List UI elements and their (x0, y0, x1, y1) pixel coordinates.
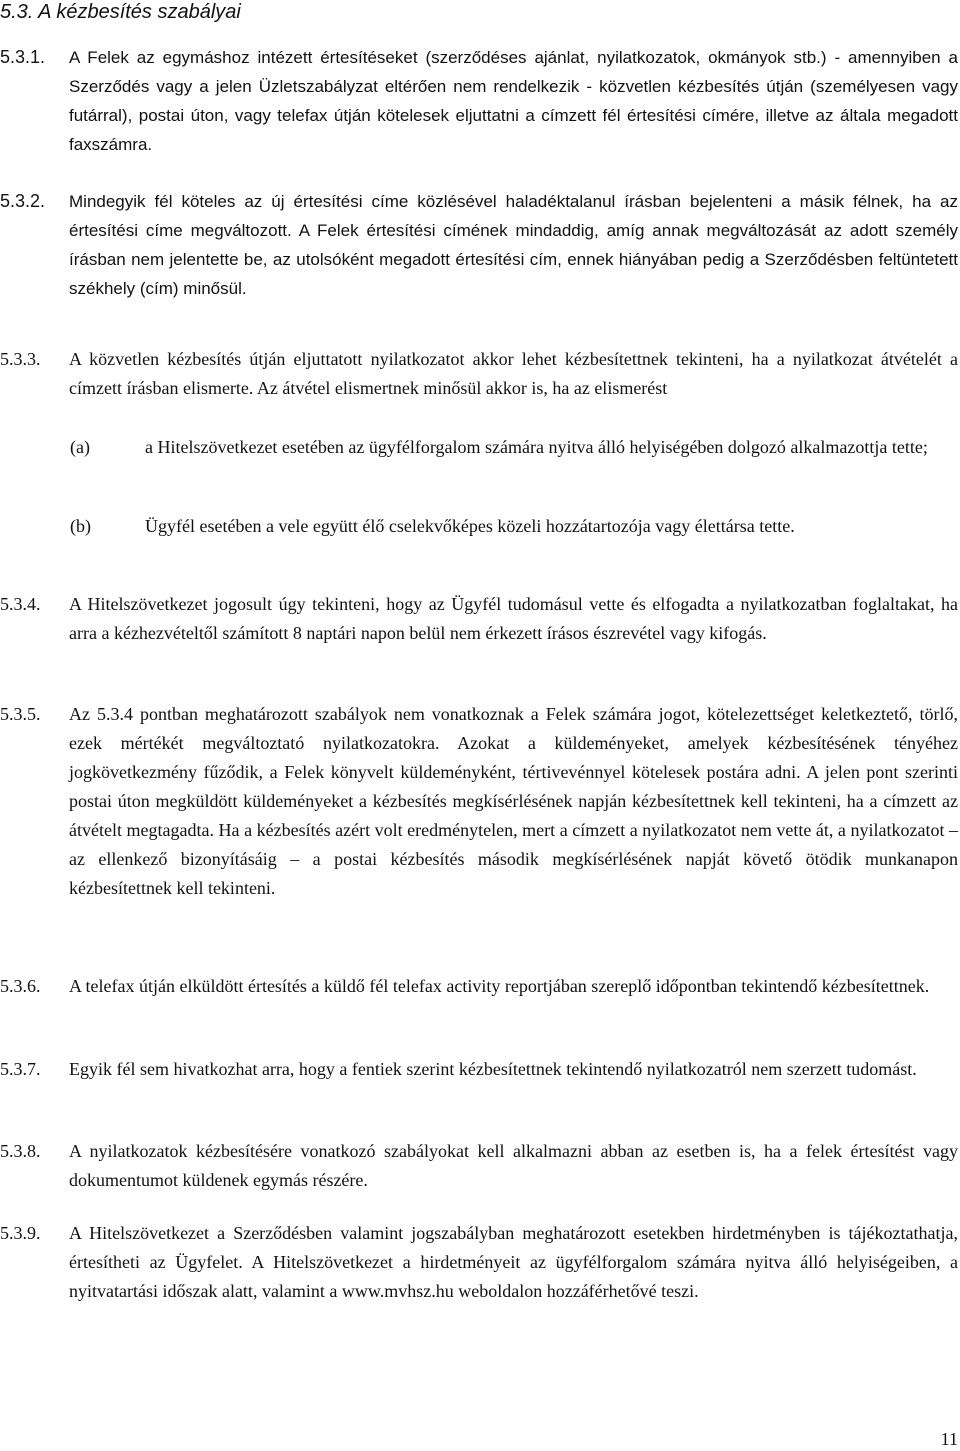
paragraph-5-3-5 (0, 700, 958, 903)
paragraph-number: 5.3.2. (0, 191, 46, 211)
paragraph-number: 5.3.5. (0, 704, 41, 724)
paragraph-number: 5.3.3. (0, 349, 41, 369)
paragraph-number: 5.3.8. (0, 1141, 41, 1161)
paragraph-text: A Hitelszövetkezet a Szerződésben valamint jogszabályban meghatározott esetekben hirdetményben is tájékoztathatja, értesítheti az Ügyfelet. A Hitelszövetkezet a hirdetményeit az ügyfélforgalom számára nyitva álló helyiségeiben, a nyitvatartási időszak alatt, valamint a www.mvhsz.hu weboldalon hozzáférhetővé teszi. (69, 1223, 958, 1301)
paragraph-text: A telefax útján elküldött értesítés a küldő fél telefax activity reportjában szereplő időpontban tekintendő kézbesítettnek. (69, 976, 930, 996)
section-heading: 5.3. A kézbesítés szabályai (0, 1, 241, 23)
paragraph-number: 5.3.1. (0, 47, 46, 67)
paragraph-5-3-1 (0, 43, 958, 159)
paragraph-5-3-8 (0, 1137, 958, 1195)
paragraph-5-3-6 (0, 972, 958, 1001)
page-number: 11 (940, 1429, 958, 1449)
paragraph-text: Mindegyik fél köteles az új értesítési címe közlésével haladéktalanul írásban bejelenteni a másik félnek, ha az értesítési címe megváltozott. A Felek értesítési címének mindaddig, amíg annak megváltozását az adott személy írásban nem jelentette be, az utolsóként megadott értesítési cím, ennek hiányában pedig a Szerződésben feltüntetett székhely (cím) minősül. (69, 192, 958, 298)
paragraph-text: Egyik fél sem hivatkozhat arra, hogy a fentiek szerint kézbesítettnek tekintendő nyilatkozatról nem szerzett tudomást. (69, 1059, 917, 1079)
paragraph-5-3-4 (0, 590, 958, 648)
paragraph-text: A Hitelszövetkezet jogosult úgy tekinteni, hogy az Ügyfél tudomásul vette és elfogadta a nyilatkozatban foglaltakat, ha arra a kézhezvételtől számított 8 naptári napon belül nem érkezett írásos észrevétel vagy kifogás. (69, 594, 958, 643)
list-item-text: Ügyfél esetében a vele együtt élő cselekvőképes közeli hozzátartozója vagy élettársa tette. (145, 516, 795, 536)
list-item-label: (b) (70, 516, 91, 536)
list-item-b (70, 512, 958, 541)
paragraph-number: 5.3.7. (0, 1059, 41, 1079)
paragraph-text: A közvetlen kézbesítés útján eljuttatott nyilatkozatot akkor lehet kézbesítettnek tekinteni, ha a nyilatkozat átvételét a címzett írásban elismerte. Az átvétel elismertnek minősül akkor is, ha az elismerést (69, 349, 958, 398)
paragraph-5-3-7 (0, 1055, 958, 1084)
list-item-a (70, 433, 958, 462)
paragraph-5-3-2 (0, 187, 958, 303)
paragraph-number: 5.3.4. (0, 594, 41, 614)
paragraph-number: 5.3.9. (0, 1223, 41, 1243)
paragraph-text: A Felek az egymáshoz intézett értesítéseket (szerződéses ajánlat, nyilatkozatok, okmányok stb.) - amennyiben a Szerződés vagy a jelen Üzletszabályzat eltérően nem rendelkezik - közvetlen kézbesítés útján (személyesen vagy futárral), postai úton, vagy telefax útján kötelesek eljuttatni a címzett fél értesítési címére, illetve az általa megadott faxszámra. (69, 48, 958, 154)
paragraph-number: 5.3.6. (0, 976, 41, 996)
list-item-label: (a) (70, 437, 90, 457)
paragraph-text: A nyilatkozatok kézbesítésére vonatkozó szabályokat kell alkalmazni abban az esetben is, ha a felek értesítést vagy dokumentumot küldenek egymás részére. (69, 1141, 958, 1190)
paragraph-5-3-3 (0, 345, 958, 403)
paragraph-5-3-9 (0, 1219, 958, 1306)
list-item-text: a Hitelszövetkezet esetében az ügyfélforgalom számára nyitva álló helyiségében dolgozó alkalmazottja tette; (145, 437, 928, 457)
paragraph-text: Az 5.3.4 pontban meghatározott szabályok nem vonatkoznak a Felek számára jogot, kötelezettséget keletkeztető, törlő, ezek mértékét megváltoztató nyilatkozatokra. Azokat a küldeményeket, amelyek kézbesítésének tényéhez jogkövetkezmény fűződik, a Felek könyvelt küldeményként, tértivevénnyel kötelesek postára adni. A jelen pont szerinti postai úton megküldött küldeményeket a kézbesítés megkísérlésének napján kézbesítettnek kell tekinteni, ha a címzett az átvételt megtagadta. Ha a kézbesítés azért volt eredménytelen, mert a címzett a nyilatkozatot nem vette át, a nyilatkozatot – az ellenkező bizonyításáig – a postai kézbesítés második megkísérlésének napját követő ötödik munkanapon kézbesítettnek kell tekinteni. (69, 704, 958, 898)
